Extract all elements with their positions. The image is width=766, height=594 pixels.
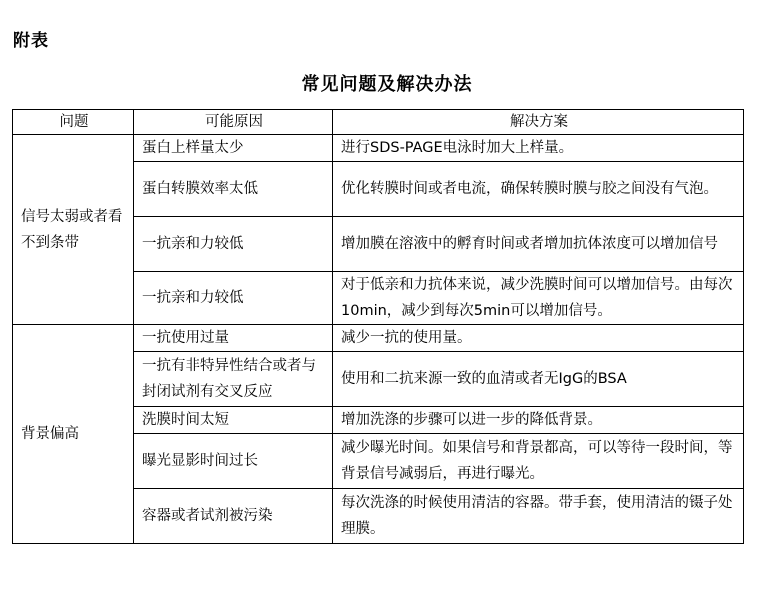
cause-cell: 蛋白转膜效率太低 bbox=[134, 162, 333, 217]
problem-cell: 背景偏高 bbox=[13, 325, 134, 544]
problem-cell: 信号太弱或者看不到条带 bbox=[13, 135, 134, 325]
header-problem: 问题 bbox=[13, 110, 134, 135]
header-solution: 解决方案 bbox=[333, 110, 744, 135]
header-cause: 可能原因 bbox=[134, 110, 333, 135]
cause-cell: 容器或者试剂被污染 bbox=[134, 489, 333, 544]
solution-cell: 增加洗涤的步骤可以进一步的降低背景。 bbox=[333, 407, 744, 434]
cause-cell: 一抗亲和力较低 bbox=[134, 272, 333, 325]
faq-table bbox=[12, 109, 744, 544]
solution-cell: 减少曝光时间。如果信号和背景都高，可以等待一段时间，等背景信号减弱后，再进行曝光。 bbox=[333, 434, 744, 489]
solution-cell: 每次洗涤的时候使用清洁的容器。带手套，使用清洁的镊子处理膜。 bbox=[333, 489, 744, 544]
solution-cell: 进行SDS-PAGE电泳时加大上样量。 bbox=[333, 135, 744, 162]
solution-cell: 减少一抗的使用量。 bbox=[333, 325, 744, 352]
document-title: 常见问题及解决办法 bbox=[301, 74, 473, 95]
cause-cell: 洗膜时间太短 bbox=[134, 407, 333, 434]
cause-cell: 一抗使用过量 bbox=[134, 325, 333, 352]
cause-cell: 一抗亲和力较低 bbox=[134, 217, 333, 272]
cause-cell: 曝光显影时间过长 bbox=[134, 434, 333, 489]
solution-cell: 优化转膜时间或者电流，确保转膜时膜与胶之间没有气泡。 bbox=[333, 162, 744, 217]
solution-cell: 对于低亲和力抗体来说，减少洗膜时间可以增加信号。由每次10min，减少到每次5min可以增加信号。 bbox=[333, 272, 744, 325]
section-label: 附表 bbox=[13, 31, 49, 51]
table-row bbox=[13, 325, 744, 352]
table-header-row bbox=[13, 110, 744, 135]
solution-cell: 使用和二抗来源一致的血清或者无IgG的BSA bbox=[333, 352, 744, 407]
table-row bbox=[13, 135, 744, 162]
cause-cell: 一抗有非特异性结合或者与 封闭试剂有交叉反应 bbox=[134, 352, 333, 407]
solution-cell: 增加膜在溶液中的孵育时间或者增加抗体浓度可以增加信号 bbox=[333, 217, 744, 272]
cause-cell: 蛋白上样量太少 bbox=[134, 135, 333, 162]
